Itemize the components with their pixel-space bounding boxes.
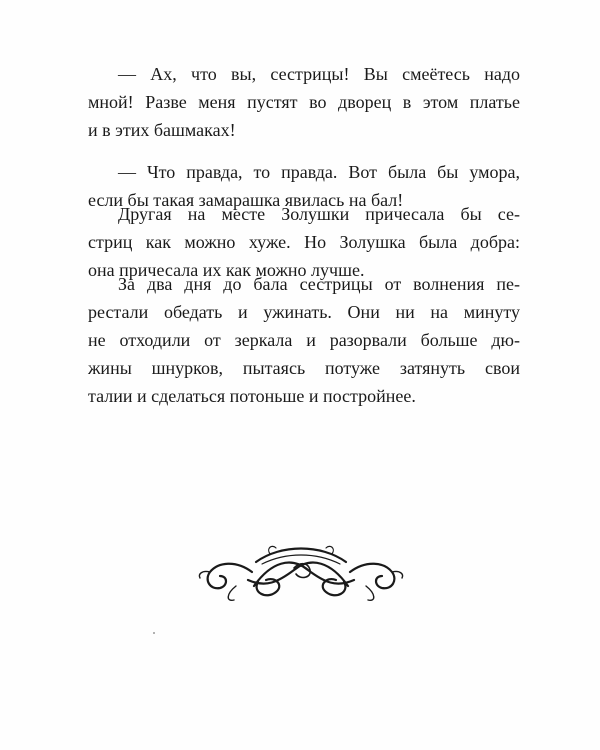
text-line: Другая на месте Золушки причесала бы се-	[118, 204, 520, 224]
text-line: — Что правда, то правда. Вот была бы умора,	[118, 162, 520, 182]
text-line: жины шнурков, пытаясь потуже затянуть свои	[88, 358, 520, 378]
text-line: стриц как можно хуже. Но Золушка была добра:	[88, 232, 520, 252]
text-line: рестали обедать и ужинать. Они ни на минуту	[88, 302, 520, 322]
text-line: мной! Разве меня пустят во дворец в этом платье	[88, 92, 520, 112]
decorative-scroll-flourish-icon	[196, 542, 406, 604]
text-line: За два дня до бала сестрицы от волнения пе-	[118, 274, 520, 294]
text-line: — Ах, что вы, сестрицы! Вы смеётесь надо	[118, 64, 520, 84]
text-line: она причесала их как можно лучше.	[88, 260, 365, 280]
text-line: если бы такая замарашка явилась на бал!	[88, 190, 404, 210]
text-line: не отходили от зеркала и разорвали больше дю-	[88, 330, 520, 350]
text-line: талии и сделаться потоньше и постройнее.	[88, 386, 416, 406]
text-line: и в этих башмаках!	[88, 120, 236, 140]
paper-speck	[153, 632, 155, 634]
